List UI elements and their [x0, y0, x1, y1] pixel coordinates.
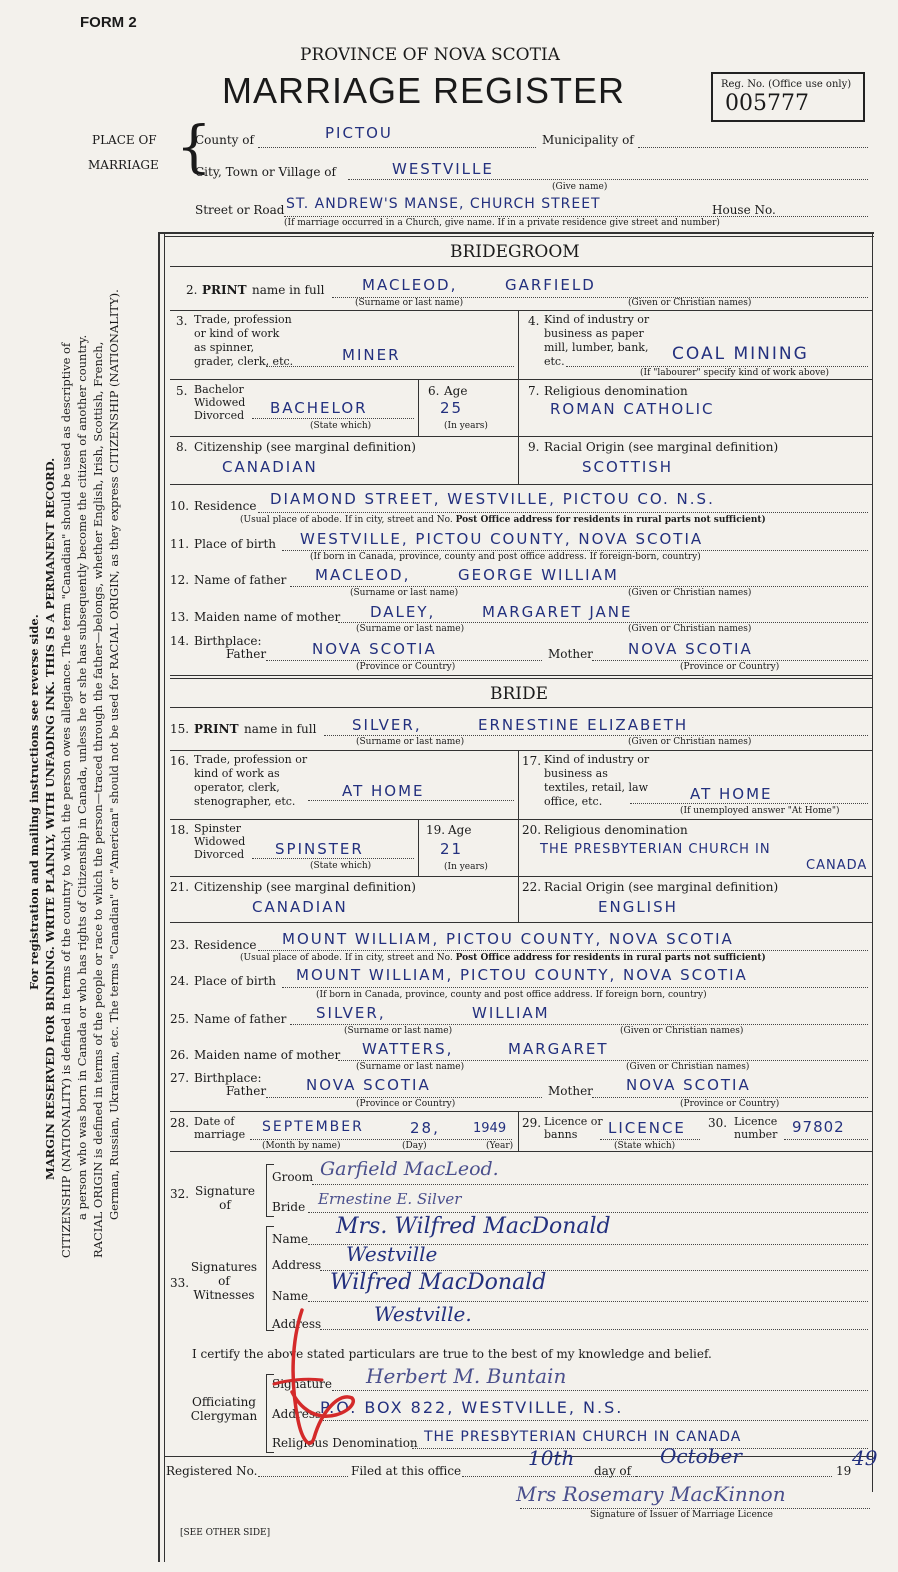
marriage-n30: 30.: [708, 1116, 728, 1130]
county-label: County of: [195, 133, 254, 147]
groom-racial-value: SCOTTISH: [582, 458, 674, 476]
bride-n25: 25.: [170, 1012, 190, 1026]
filed-day: 10th: [528, 1446, 575, 1470]
form-label: FORM 2: [80, 14, 137, 31]
province-heading: PROVINCE OF NOVA SCOTIA: [300, 45, 560, 65]
bride-trade-value: AT HOME: [342, 782, 425, 800]
bride-n17: 17.: [522, 754, 542, 768]
day-of-label: day of: [594, 1464, 632, 1478]
bride-section-title: BRIDE: [490, 684, 549, 704]
marriage-n28: 28.: [170, 1116, 190, 1130]
groom-given: GARFIELD: [505, 276, 596, 294]
issuer-caption: Signature of Issuer of Marriage Licence: [590, 1510, 773, 1520]
groom-section-title: BRIDEGROOM: [450, 242, 580, 262]
street-label: Street or Road: [195, 203, 285, 217]
groom-n6: 6.: [428, 384, 440, 398]
groom-given-caption: (Given or Christian names): [628, 298, 752, 308]
bride-mother-surname: WATTERS,: [362, 1040, 454, 1058]
give-name-caption: (Give name): [552, 182, 608, 192]
issuer-signature: Mrs Rosemary MacKinnon: [516, 1482, 786, 1506]
w2-address-signature: Westville.: [374, 1302, 472, 1326]
groom-status-label: Bachelor Widowed Divorced: [194, 383, 246, 422]
groom-birthplace-label: Birthplace:: [194, 634, 262, 648]
bride-citizenship-label: Citizenship (see marginal definition): [194, 880, 416, 894]
w2-name-signature: Wilfred MacDonald: [330, 1270, 547, 1295]
place-label-1: PLACE OF: [92, 133, 157, 147]
place-label-2: MARRIAGE: [88, 158, 159, 172]
bride-mother-label: Maiden name of mother: [194, 1048, 341, 1062]
groom-n9: 9.: [528, 440, 540, 454]
bride-mother-given: MARGARET: [508, 1040, 609, 1058]
groom-name-label: name in full: [252, 283, 325, 297]
groom-religion-value: ROMAN CATHOLIC: [550, 400, 715, 418]
groom-industry-note: (If "labourer" specify kind of work above): [640, 368, 830, 378]
w1-name-label: Name: [272, 1232, 309, 1246]
marriage-licence-caption: (State which): [614, 1141, 676, 1151]
bride-residence-label: Residence: [194, 938, 257, 952]
house-no-label: House No.: [712, 203, 776, 217]
bride-religion-label: Religious denomination: [544, 823, 688, 837]
county-value: PICTOU: [325, 124, 393, 142]
bride-age-value: 21: [440, 840, 464, 858]
bride-birth-label: Place of birth: [194, 974, 276, 988]
bride-print-label: PRINT: [194, 722, 239, 736]
bride-in-years: (In years): [444, 862, 488, 872]
clergy-religious-value: THE PRESBYTERIAN CHURCH IN CANADA: [424, 1429, 742, 1445]
bride-industry-label: Kind of industry or business as textiles, retail, law office, etc.: [544, 753, 650, 808]
bride-religion-value-1: THE PRESBYTERIAN CHURCH IN: [540, 842, 771, 857]
groom-citizenship-value: CANADIAN: [222, 458, 318, 476]
bride-name-label: name in full: [244, 722, 317, 736]
margin-instructions: [26, 289, 122, 1290]
marriage-month: SEPTEMBER: [262, 1119, 364, 1135]
marriage-day: 28,: [410, 1119, 440, 1137]
city-label: City, Town or Village of: [195, 165, 336, 179]
groom-father-given: GEORGE WILLIAM: [458, 566, 619, 584]
groom-father-given-caption: (Given or Christian names): [628, 588, 752, 598]
street-note: (If marriage occurred in a Church, give name. If in a private residence give street and number): [284, 218, 720, 228]
margin-line-4: a person who was born in Canada or who has rights of Citizenship in Canada, unless he or she has subsequently become the citizen of another country.: [75, 334, 89, 1220]
bride-father-surname-caption: (Surname or last name): [344, 1026, 453, 1036]
margin-line-2: MARGIN RESERVED FOR BINDING. WRITE PLAINLY, WITH UNFADING INK. THIS IS A PERMANENT RECORD.: [43, 457, 57, 1180]
w1-address-signature: Westville: [346, 1242, 438, 1266]
marriage-n29: 29.: [522, 1116, 542, 1130]
bride-given: ERNESTINE ELIZABETH: [478, 716, 689, 734]
place-brace: {: [176, 115, 212, 180]
groom-father-word: Father: [226, 647, 267, 661]
groom-father-label: Name of father: [194, 573, 287, 587]
bride-n27: 27.: [170, 1071, 190, 1085]
reg-no-box: [711, 72, 865, 122]
groom-n7: 7.: [528, 384, 540, 398]
marriage-licence-value: LICENCE: [608, 1119, 686, 1137]
groom-trade-value: MINER: [342, 346, 401, 364]
groom-mother-label: Maiden name of mother: [194, 610, 341, 624]
groom-residence-note: (Usual place of abode. If in city, street and No. Post Office address for residents in rural parts not sufficient): [240, 515, 766, 525]
bride-n15: 15.: [170, 722, 190, 736]
filed-label: Filed at this office: [351, 1464, 462, 1478]
groom-mother-given: MARGARET JANE: [482, 603, 633, 621]
bride-citizenship-value: CANADIAN: [252, 898, 348, 916]
bride-residence-value: MOUNT WILLIAM, PICTOU COUNTY, NOVA SCOTIA: [282, 930, 734, 948]
bride-father-label: Name of father: [194, 1012, 287, 1026]
bride-given-caption: (Given or Christian names): [628, 737, 752, 747]
marriage-licence-number-value: 97802: [792, 1118, 845, 1136]
bride-mother-given-caption: (Given or Christian names): [626, 1062, 750, 1072]
bride-father-surname: SILVER,: [316, 1004, 386, 1022]
bride-religion-value-2: CANADA: [806, 858, 868, 873]
bride-mother-word: Mother: [548, 1084, 593, 1098]
groom-mother-surname-caption: (Surname or last name): [356, 624, 465, 634]
bride-birth-note: (If born in Canada, province, county and post office address. If foreign born, country): [316, 990, 707, 1000]
marriage-day-caption: (Day): [402, 1141, 427, 1151]
groom-status-value: BACHELOR: [270, 399, 368, 417]
sig-groom-label: Groom: [272, 1170, 314, 1184]
groom-father-birthplace: NOVA SCOTIA: [312, 640, 437, 658]
street-value: ST. ANDREW'S MANSE, CHURCH STREET: [286, 196, 601, 212]
officiating-label: Officiating Clergyman: [190, 1395, 258, 1423]
margin-line-3: CITIZENSHIP (NATIONALITY) is defined in terms of the country to which the person owes allegiance. The term "Canadian" should be used as descriptive of: [59, 342, 73, 1258]
groom-residence-label: Residence: [194, 499, 257, 513]
bride-state-which: (State which): [310, 861, 372, 871]
city-value: WESTVILLE: [392, 160, 494, 178]
marriage-licence-label: Licence or banns: [544, 1115, 603, 1141]
groom-n2: 2.: [186, 283, 198, 297]
bride-birth-value: MOUNT WILLIAM, PICTOU COUNTY, NOVA SCOTIA: [296, 966, 748, 984]
groom-state-which: (State which): [310, 421, 372, 431]
margin-line-1: For registration and mailing instructions see reverse side.: [27, 614, 41, 990]
groom-n13: 13.: [170, 610, 190, 624]
groom-surname: MACLEOD,: [362, 276, 458, 294]
bride-father-given: WILLIAM: [472, 1004, 550, 1022]
bride-father-given-caption: (Given or Christian names): [620, 1026, 744, 1036]
groom-n4: 4.: [528, 314, 540, 328]
sig-n33: 33.: [170, 1276, 190, 1290]
bride-mother-birthplace: NOVA SCOTIA: [626, 1076, 751, 1094]
groom-print-label: PRINT: [202, 283, 247, 297]
groom-birth-label: Place of birth: [194, 537, 276, 551]
bride-signature: Ernestine E. Silver: [318, 1190, 462, 1208]
bride-n24: 24.: [170, 974, 190, 988]
sig-n32: 32.: [170, 1187, 190, 1201]
w2-name-label: Name: [272, 1289, 309, 1303]
bride-n20: 20.: [522, 823, 542, 837]
groom-age-value: 25: [440, 399, 464, 417]
groom-mother-province-caption: (Province or Country): [680, 662, 780, 672]
bride-status-value: SPINSTER: [275, 840, 364, 858]
groom-mother-word: Mother: [548, 647, 593, 661]
bride-birthplace-label: Birthplace:: [194, 1071, 262, 1085]
groom-n12: 12.: [170, 573, 190, 587]
bride-racial-value: ENGLISH: [598, 898, 678, 916]
groom-father-province-caption: (Province or Country): [356, 662, 456, 672]
groom-n14: 14.: [170, 634, 190, 648]
groom-mother-birthplace: NOVA SCOTIA: [628, 640, 753, 658]
clergy-address: P.O. BOX 822, WESTVILLE, N.S.: [320, 1398, 624, 1417]
groom-mother-surname: DALEY,: [370, 603, 436, 621]
bride-racial-label: Racial Origin (see marginal definition): [544, 880, 779, 894]
groom-n8: 8.: [176, 440, 188, 454]
year-prefix: 19: [836, 1464, 852, 1478]
groom-birth-note: (If born in Canada, province, county and post office address. If foreign-born, country): [310, 552, 701, 562]
marriage-date-label: Date of marriage: [194, 1115, 246, 1141]
clergy-signature-label: Signature: [272, 1377, 333, 1391]
bride-n19: 19.: [426, 823, 446, 837]
bride-surname-caption: (Surname or last name): [356, 737, 465, 747]
clergy-address-label: Address: [272, 1407, 322, 1421]
see-other-side: [SEE OTHER SIDE]: [180, 1528, 271, 1538]
bride-n16: 16.: [170, 754, 190, 768]
groom-father-surname-caption: (Surname or last name): [350, 588, 459, 598]
bride-n22: 22.: [522, 880, 542, 894]
sig-signature-label: Signature of: [194, 1184, 255, 1212]
sig-witness-label: Signatures of Witnesses: [190, 1260, 258, 1302]
marriage-year-caption: (Year): [486, 1141, 514, 1151]
marriage-licence-number-label: Licence number: [734, 1115, 778, 1141]
municipality-label: Municipality of: [542, 133, 634, 147]
filed-year: 49: [852, 1446, 878, 1470]
groom-n3: 3.: [176, 314, 188, 328]
clergy-signature: Herbert M. Buntain: [366, 1364, 567, 1388]
bride-mother-surname-caption: (Surname or last name): [356, 1062, 465, 1072]
bride-surname: SILVER,: [352, 716, 422, 734]
margin-line-5: RACIAL ORIGIN is defined in terms of the people or race to which the person—traced through the father—belongs, whether English, Irish, Scottish, French,: [91, 341, 105, 1258]
bride-n23: 23.: [170, 938, 190, 952]
bride-trade-label: Trade, profession or kind of work as operator, clerk, stenographer, etc.: [194, 753, 308, 808]
groom-n11: 11.: [170, 537, 190, 551]
marriage-year: 1949: [473, 1121, 507, 1136]
w2-address-label: Address: [272, 1317, 322, 1331]
page-title: MARRIAGE REGISTER: [222, 70, 626, 111]
w1-name-signature: Mrs. Wilfred MacDonald: [336, 1214, 611, 1239]
margin-line-6: German, Russian, Ukrainian, etc. The terms "Canadian" or "American" should not be used for RACIAL ORIGIN, as they express CITIZENSHIP (NATIONALITY).: [107, 289, 121, 1220]
groom-surname-caption: (Surname or last name): [355, 298, 464, 308]
groom-mother-given-caption: (Given or Christian names): [628, 624, 752, 634]
bride-residence-note: (Usual place of abode. If in city, street and No. Post Office address for residents in rural parts not sufficient): [240, 953, 766, 963]
bride-age-label: Age: [448, 823, 472, 837]
groom-racial-label: Racial Origin (see marginal definition): [544, 440, 779, 454]
bride-father-province-caption: (Province or Country): [356, 1099, 456, 1109]
w1-address-label: Address: [272, 1258, 322, 1272]
filed-month: October: [660, 1444, 742, 1468]
bride-status-label: Spinster Widowed Divorced: [194, 822, 246, 861]
bride-n21: 21.: [170, 880, 190, 894]
red-check-mark: [262, 1300, 362, 1460]
clergy-religious-label: Religious Denomination: [272, 1436, 418, 1450]
groom-n5: 5.: [176, 384, 188, 398]
groom-religion-label: Religious denomination: [544, 384, 688, 398]
registered-label: Registered No.: [166, 1464, 258, 1478]
groom-n10: 10.: [170, 499, 190, 513]
marriage-month-caption: (Month by name): [262, 1141, 341, 1151]
groom-father-surname: MACLEOD,: [315, 566, 411, 584]
bride-industry-value: AT HOME: [690, 785, 773, 803]
groom-age-label: Age: [444, 384, 468, 398]
bride-mother-province-caption: (Province or Country): [680, 1099, 780, 1109]
reg-no-label: Reg. No. (Office use only): [721, 79, 852, 90]
groom-industry-value: COAL MINING: [672, 344, 809, 364]
groom-in-years: (In years): [444, 421, 488, 431]
reg-no-value: 005777: [725, 91, 809, 116]
certify-text: I certify the above stated particulars are true to the best of my knowledge and belief.: [192, 1347, 712, 1361]
bride-father-word: Father: [226, 1084, 267, 1098]
groom-industry-label: Kind of industry or business as paper mill, lumber, bank, etc.: [544, 313, 650, 368]
groom-signature: Garfield MacLeod.: [320, 1158, 499, 1180]
groom-citizenship-label: Citizenship (see marginal definition): [194, 440, 416, 454]
groom-birth-value: WESTVILLE, PICTOU COUNTY, NOVA SCOTIA: [300, 530, 704, 548]
bride-n18: 18.: [170, 823, 190, 837]
groom-residence-value: DIAMOND STREET, WESTVILLE, PICTOU CO. N.S.: [270, 490, 715, 508]
sig-bride-label: Bride: [272, 1200, 306, 1214]
bride-industry-note: (If unemployed answer "At Home"): [680, 806, 840, 816]
groom-trade-label: Trade, profession or kind of work as spinner, grader, clerk, etc.: [194, 313, 294, 368]
bride-n26: 26.: [170, 1048, 190, 1062]
bride-father-birthplace: NOVA SCOTIA: [306, 1076, 431, 1094]
